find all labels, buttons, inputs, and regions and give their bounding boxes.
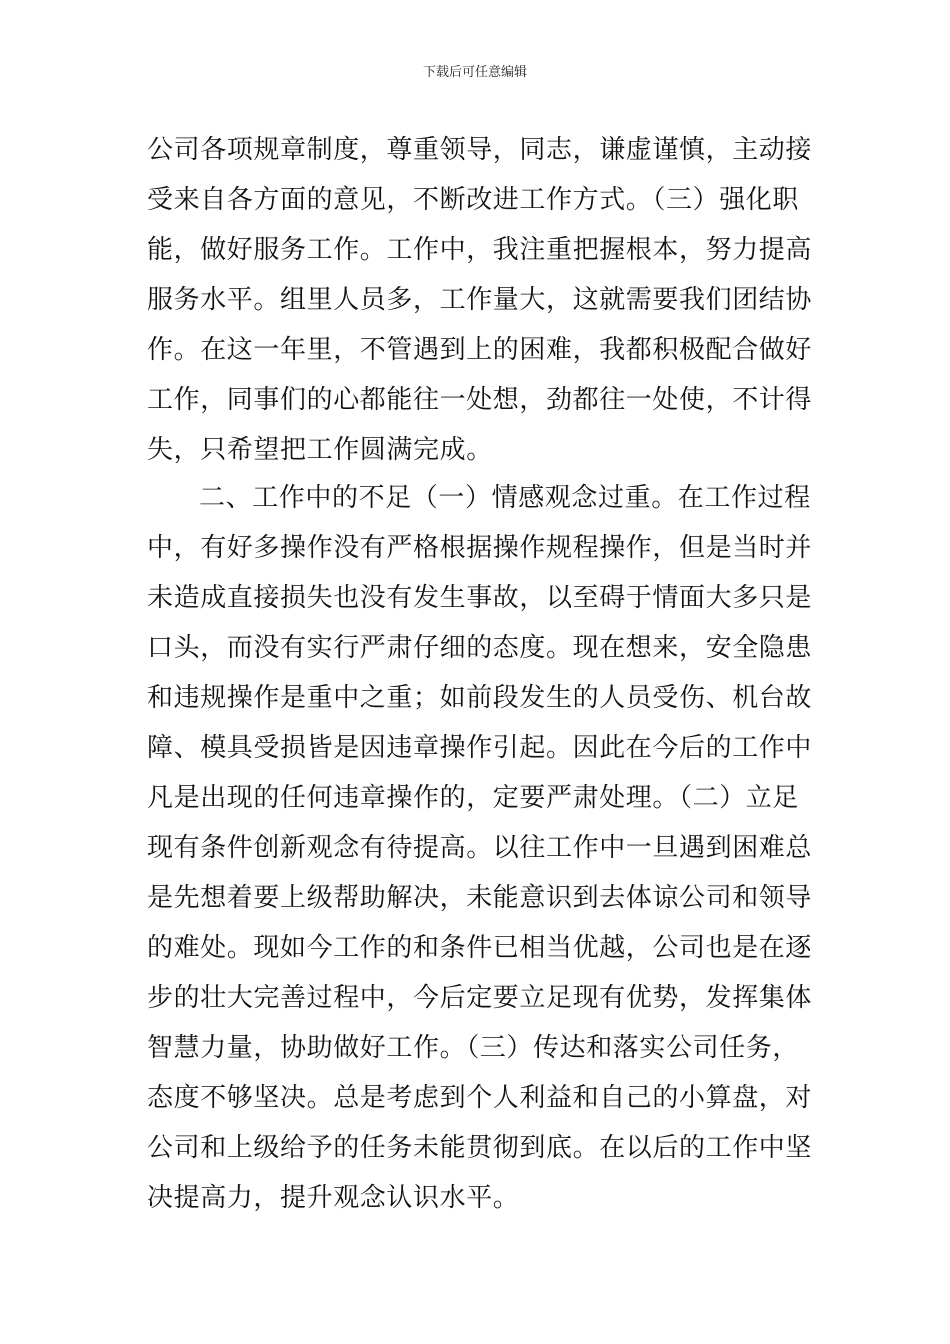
paragraph-1-line: 工作，同事们的心都能往一处想，劲都往一处使，不计得 <box>147 385 813 415</box>
paragraph-2-line: 口头，而没有实行严肃仔细的态度。现在想来，安全隐患 <box>147 633 813 663</box>
paragraph-2-line: 决提高力，提升观念认识水平。 <box>147 1183 520 1213</box>
paragraph-2-line: 二、工作中的不足（一）情感观念过重。在工作过程 <box>199 483 811 513</box>
paragraph-2-line: 和违规操作是重中之重；如前段发生的人员受伤、机台故 <box>147 683 813 713</box>
paragraph-2-line: 智慧力量，协助做好工作。（三）传达和落实公司任务， <box>147 1033 800 1063</box>
paragraph-1-line: 公司各项规章制度，尊重领导，同志，谦虚谨慎，主动接 <box>147 135 813 165</box>
paragraph-2-line: 中，有好多操作没有严格根据操作规程操作，但是当时并 <box>147 533 813 563</box>
paragraph-2-line: 公司和上级给予的任务未能贯彻到底。在以后的工作中坚 <box>147 1133 813 1163</box>
page-header: 下载后可任意编辑 <box>422 65 527 80</box>
paragraph-1-line: 受来自各方面的意见，不断改进工作方式。（三）强化职 <box>147 185 800 215</box>
paragraph-2-line: 障、模具受损皆是因违章操作引起。因此在今后的工作中 <box>147 733 813 763</box>
paragraph-2-line: 的难处。现如今工作的和条件已相当优越，公司也是在逐 <box>147 933 813 963</box>
paragraph-1-line: 服务水平。组里人员多，工作量大，这就需要我们团结协 <box>147 285 813 315</box>
paragraph-2-line: 凡是出现的任何违章操作的，定要严肃处理。（二）立足 <box>147 783 800 813</box>
paragraph-2-line: 现有条件创新观念有待提高。以往工作中一旦遇到困难总 <box>147 833 813 863</box>
paragraph-1-line: 失，只希望把工作圆满完成。 <box>147 435 493 465</box>
paragraph-2-line: 未造成直接损失也没有发生事故，以至碍于情面大多只是 <box>147 583 813 613</box>
paragraph-1-line: 能，做好服务工作。工作中，我注重把握根本，努力提高 <box>147 235 813 265</box>
paragraph-1-line: 作。在这一年里，不管遇到上的困难，我都积极配合做好 <box>147 335 813 365</box>
paragraph-2-line: 态度不够坚决。总是考虑到个人利益和自己的小算盘，对 <box>147 1083 813 1113</box>
paragraph-2-line: 步的壮大完善过程中，今后定要立足现有优势，发挥集体 <box>147 983 813 1013</box>
paragraph-2-line: 是先想着要上级帮助解决，未能意识到去体谅公司和领导 <box>147 883 813 913</box>
